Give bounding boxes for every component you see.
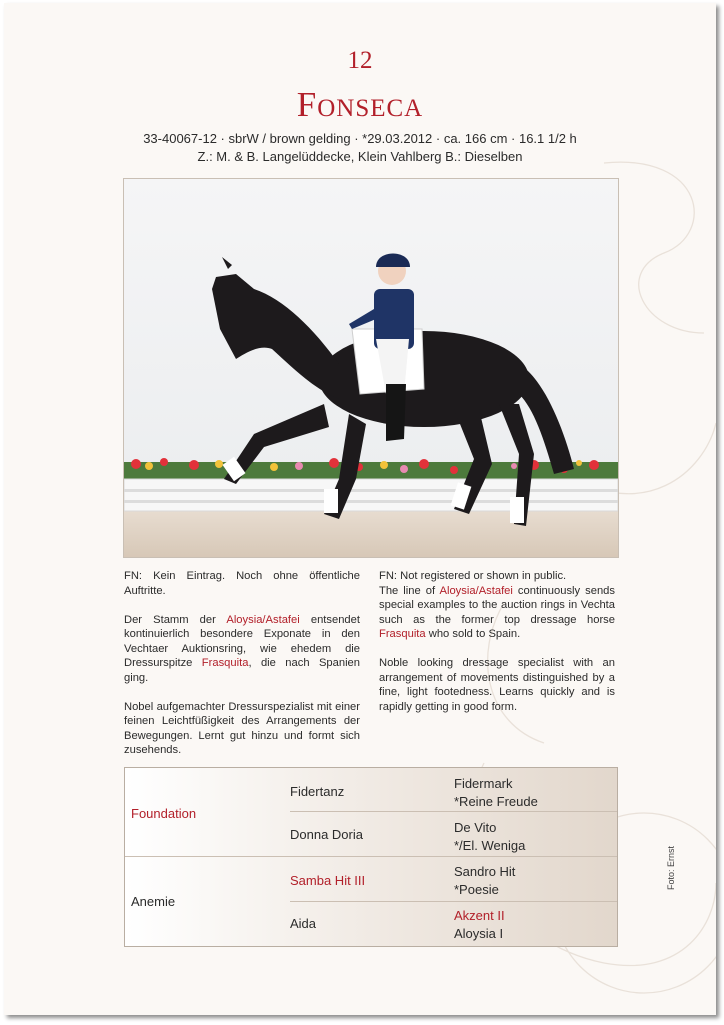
description-english <box>379 569 615 729</box>
lot-number: 12 <box>347 47 373 74</box>
assessment-en: Noble looking dressage specialist with an arrangement of movements distinguished by a fine, light footedness. Learns quickly and is rapidly getting in good form. <box>379 657 615 713</box>
pedigree-divider <box>125 856 617 857</box>
pedigree-table <box>124 767 618 947</box>
description-german <box>124 569 360 772</box>
gen3-entry: Akzent II Aloysia I <box>454 908 505 941</box>
gen3-entry: Sandro Hit *Poesie <box>454 864 516 897</box>
horse-photo <box>123 178 619 558</box>
horse-photo-icon <box>124 179 618 557</box>
breeder-owner-line: Z.: M. & B. Langelüddecke, Klein Vahlberg B.: Dieselben <box>197 149 523 164</box>
dam-line-name: Aloysia/Astafei <box>439 584 513 597</box>
pedigree-divider <box>290 811 617 812</box>
sire-name: Foundation <box>131 806 197 821</box>
photo-credit: Foto: Ernst <box>666 845 676 890</box>
sire-dam-name: Donna Doria <box>290 827 363 842</box>
pedigree-divider <box>290 901 617 902</box>
dam-line-en: The line of Aloysia/Astafei continuously sends special examples to the auction rings in Vechta such as the former top dressage horse Frasquita who sold to Spain. <box>379 584 616 640</box>
assessment-de: Nobel aufgemachter Dressurspezialist mit einer feinen Leichtfüßigkeit des Arrangements der Bewegungen. Lernt gut hinzu und formt sich zusehends. <box>124 700 360 756</box>
dam-dam-name: Aida <box>290 916 317 931</box>
catalog-page <box>4 3 716 1015</box>
notable-relative: Frasquita <box>379 628 426 640</box>
sire-sire-name: Fidertanz <box>290 784 345 799</box>
dam-name: Anemie <box>131 894 176 909</box>
horse-details: 33-40067-12 · sbrW / brown gelding · *29.03.2012 · ca. 166 cm · 16.1 1/2 h <box>143 131 577 146</box>
fn-note-en: FN: Not registered or shown in public. <box>379 570 567 582</box>
fn-note-de: FN: Kein Eintrag. Noch ohne öffentliche Auftritte. <box>124 570 360 597</box>
dam-sire-name: Samba Hit III <box>290 873 366 888</box>
dam-line-de: Der Stamm der Aloysia/Astafei entsendet kontinuierlich besondere Exponate in den Vechtaer Auktionsring, wie ehedem die Dressurspitze Frasquita, die nach Spanien ging. <box>124 613 360 684</box>
gen3-entry: Fidermark *Reine Freude <box>454 776 538 809</box>
notable-relative: Frasquita <box>201 657 249 669</box>
horse-name: Fonseca <box>296 85 424 124</box>
dam-line-name: Aloysia/Astafei <box>226 613 300 626</box>
gen3-entry: De Vito */El. Weniga <box>454 820 526 853</box>
